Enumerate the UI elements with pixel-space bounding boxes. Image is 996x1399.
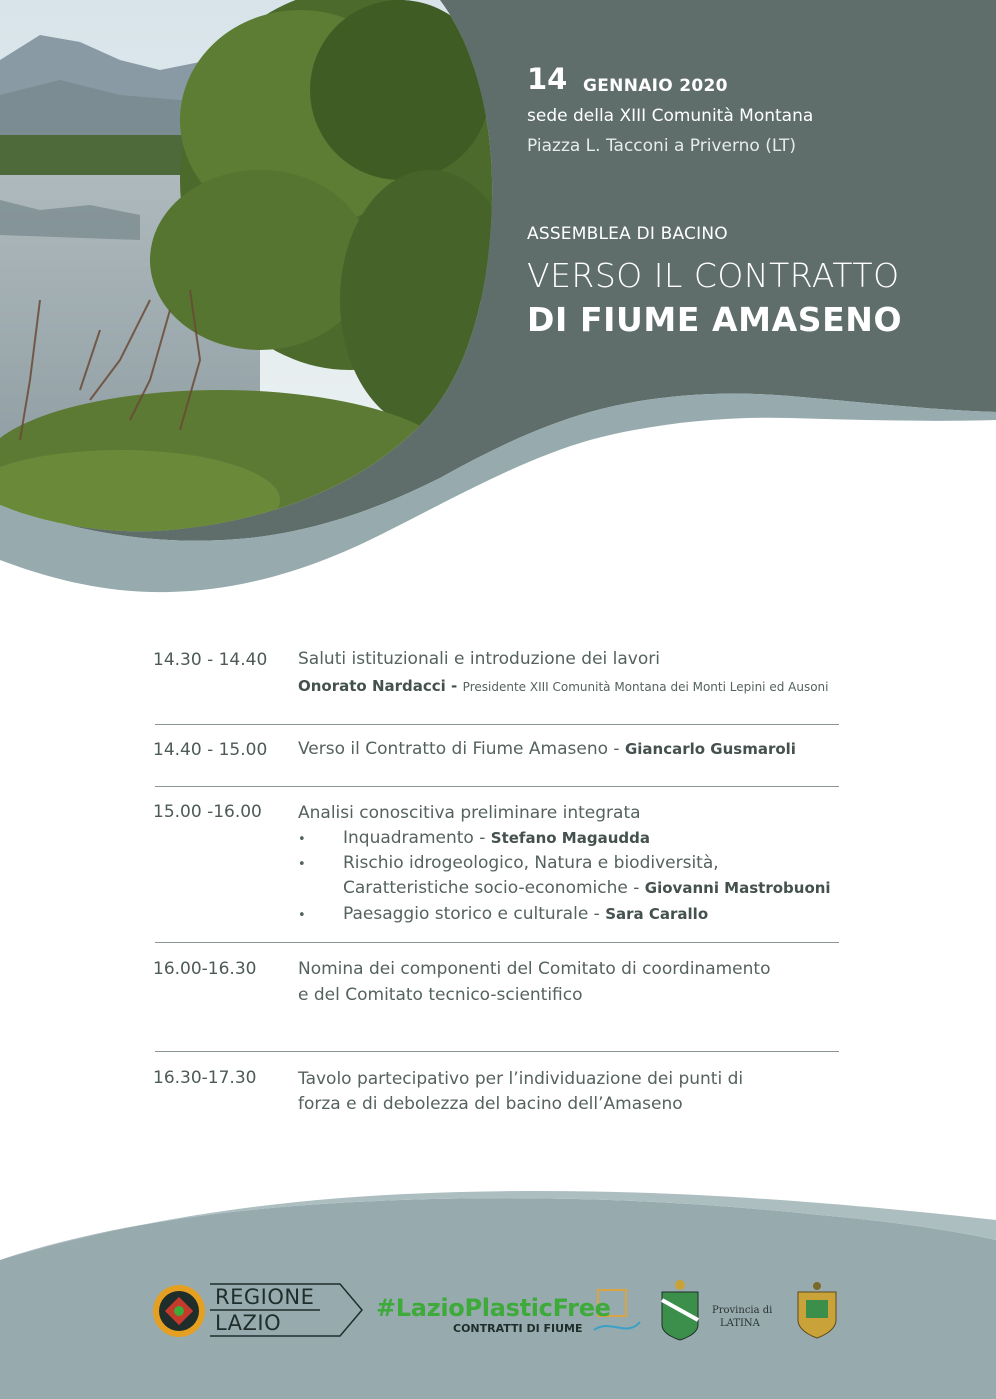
bullet-text: Caratteristiche socio-economiche - [343,878,640,898]
program-time: 16.00-16.30 [153,959,257,979]
bullet-item: • Inquadramento - Stefano Magaudda [298,828,650,848]
bullet-text: Inquadramento - [343,828,486,848]
venue: sede della XIII Comunità Montana [527,106,814,126]
bullet-text: Paesaggio storico e culturale - [343,904,600,924]
event-kicker: ASSEMBLEA DI BACINO [527,224,728,244]
program-title: Nomina dei componenti del Comitato di coordinamento [298,959,771,979]
regione-lazio-emblem [153,1285,205,1337]
regione-lazio-line2: LAZIO [215,1311,282,1335]
speaker-name: Stefano Magaudda [490,829,650,847]
program-title: Tavolo partecipativo per l’individuazione dei punti di [298,1069,744,1089]
separator [155,724,839,725]
separator [155,786,839,787]
address: Piazza L. Tacconi a Priverno (LT) [527,136,797,156]
speaker-role: Presidente XIII Comunità Montana dei Monti Lepini ed Ausoni [462,680,829,694]
regione-lazio-line1: REGIONE [215,1285,315,1309]
event-title-line2: DI FIUME AMASENO [527,300,903,339]
speaker-name: Onorato Nardacci - [298,677,458,695]
bullet-item-continuation [343,878,831,898]
separator [155,1051,839,1052]
program-title: Saluti istituzionali e introduzione dei lavori [298,649,660,669]
speaker-name: Giancarlo Gusmaroli [624,740,796,758]
program-title-cont: e del Comitato tecnico-scientifico [298,985,583,1005]
program-time: 14.40 - 15.00 [153,740,268,760]
separator [155,942,839,943]
event-title-line1: VERSO IL CONTRATTO [527,256,900,295]
contratti-di-fiume-label: CONTRATTI DI FIUME [453,1322,583,1335]
program-title: Analisi conoscitiva preliminare integrata [298,803,641,823]
program-title: Verso il Contratto di Fiume Amaseno - [298,739,620,759]
program-title-line [298,739,796,759]
date-day: 14 [527,62,568,96]
program-time: 14.30 - 14.40 [153,650,268,670]
date-month: GENNAIO 2020 [583,76,728,96]
bullet-item: • Rischio idrogeologico, Natura e biodiversità, [298,853,719,873]
bullet-item: • Paesaggio storico e culturale - Sara Carallo [298,904,709,924]
bullet-text: Rischio idrogeologico, Natura e biodiversità, [343,853,719,873]
program-time: 15.00 -16.00 [153,802,262,822]
program-speaker-line [298,676,828,696]
program-title-cont: forza e di debolezza del bacino dell’Amaseno [298,1094,683,1114]
provincia-line1: Provincia di [712,1305,773,1316]
plastic-free-logo: #LazioPlasticFree [376,1294,611,1322]
program-time: 16.30-17.30 [153,1068,257,1088]
provincia-line2: LATINA [720,1318,760,1329]
speaker-name: Sara Carallo [605,905,709,923]
speaker-name: Giovanni Mastrobuoni [644,879,831,897]
